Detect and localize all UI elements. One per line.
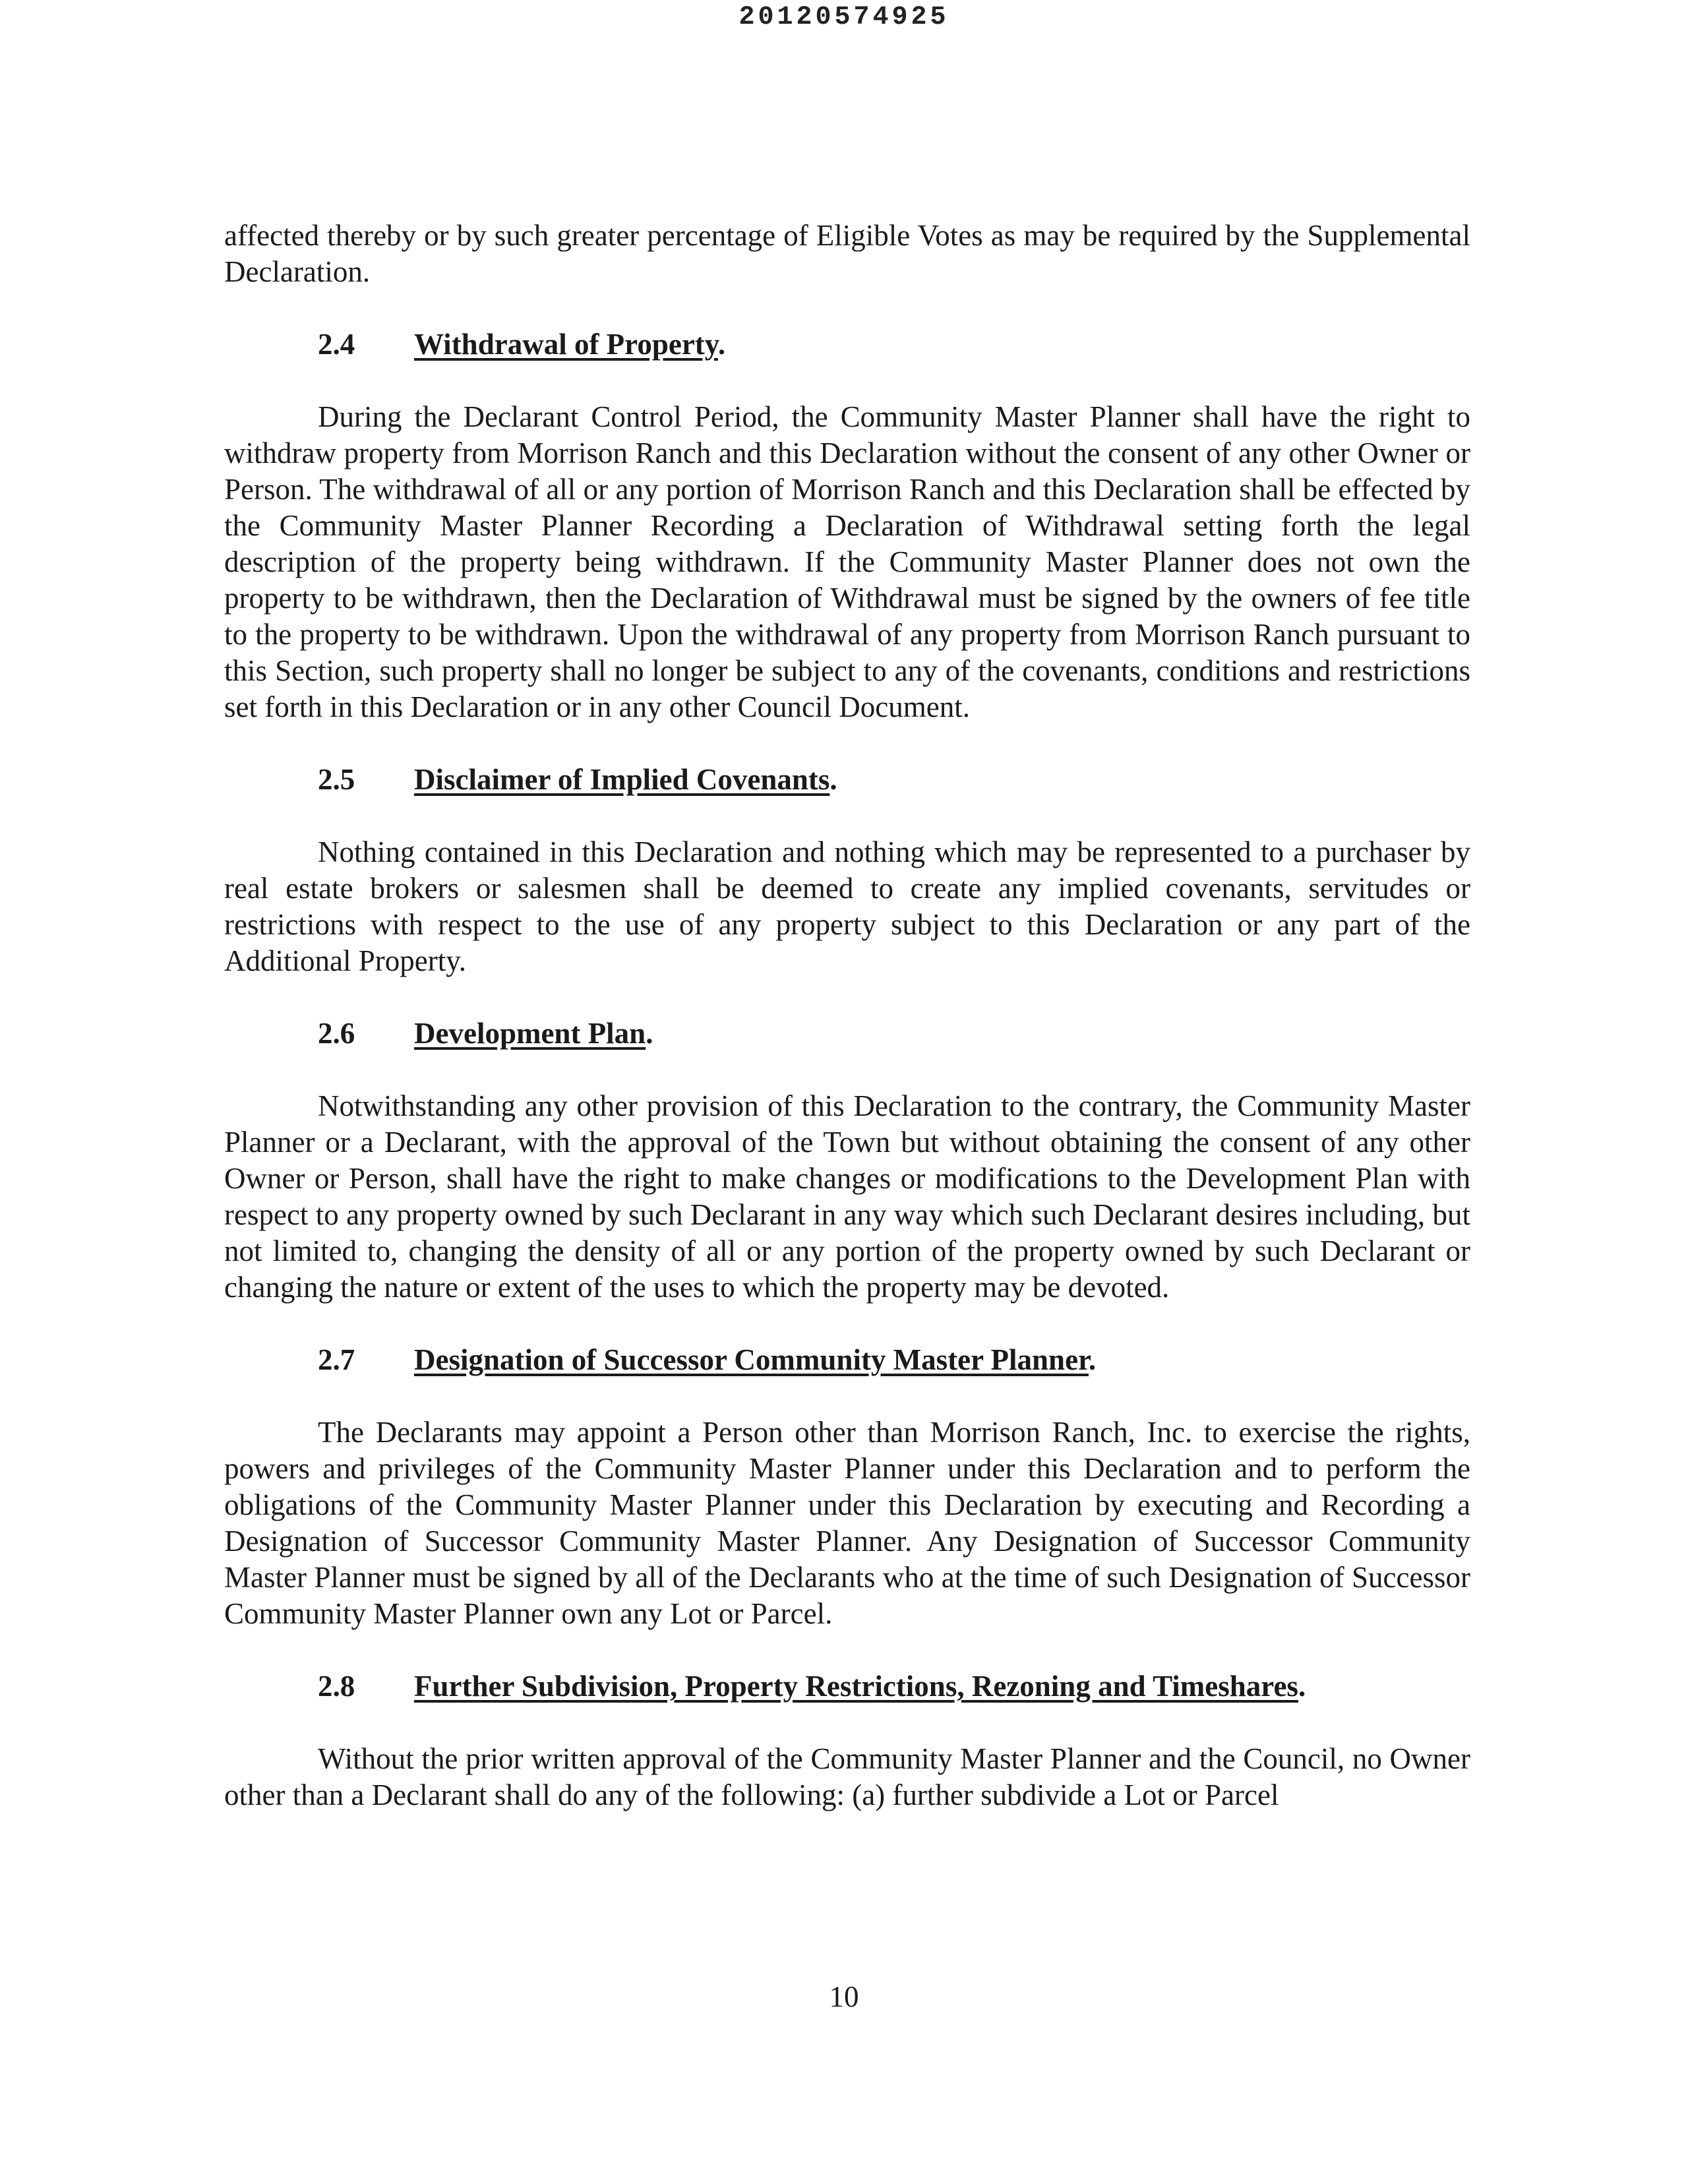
section-title: Disclaimer of Implied Covenants — [414, 763, 830, 796]
section-title: Further Subdivision, Property Restrictions, Rezoning and Timeshares — [414, 1670, 1298, 1703]
section-body-2-4: During the Declarant Control Period, the Community Master Planner shall have the right to withdraw property from Morrison Ranch and this Declaration without the consent of any other Owner or Person. The withdrawal of all or any portion of Morrison Ranch and this Declaration shall be effected by the Community Master Planner Recording a Declaration of Withdrawal setting forth the legal description of the property being withdrawn. If the Community Master Planner does not own the property to be withdrawn, then the Declaration of Withdrawal must be signed by the owners of fee title to the property to be withdrawn. Upon the withdrawal of any property from Morrison Ranch pursuant to this Section, such property shall no longer be subject to any of the covenants, conditions and restrictions set forth in this Declaration or in any other Council Document. — [224, 400, 1470, 723]
section-number: 2.5 — [318, 763, 355, 796]
section-heading-2-5: 2.5 Disclaimer of Implied Covenants. — [224, 762, 1470, 798]
section-number: 2.6 — [318, 1017, 355, 1050]
continued-paragraph: affected thereby or by such greater percentage of Eligible Votes as may be required by the Supplemental Declaration. — [224, 219, 1470, 288]
section-heading-2-8: 2.8 Further Subdivision, Property Restrictions, Rezoning and Timeshares. — [224, 1668, 1470, 1705]
section-title: Development Plan — [414, 1017, 646, 1050]
document-body — [224, 218, 1470, 1850]
page-number: 10 — [829, 1980, 859, 2013]
section-body-2-6: Notwithstanding any other provision of this Declaration to the contrary, the Community Master Planner or a Declarant, with the approval of the Town but without obtaining the consent of any other Owner or Person, shall have the right to make changes or modifications to the Development Plan with respect to any property owned by such Declarant in any way which such Declarant desires including, but not limited to, changing the density of all or any portion of the property owned by such Declarant or changing the nature or extent of the uses to which the property may be devoted. — [224, 1089, 1470, 1304]
section-number: 2.7 — [318, 1343, 355, 1376]
section-body-2-5: Nothing contained in this Declaration and nothing which may be represented to a purchaser by real estate brokers or salesmen shall be deemed to create any implied covenants, servitudes or restrictions with respect to the use of any property subject to this Declaration or any part of the Additional Property. — [224, 835, 1470, 977]
section-number: 2.8 — [318, 1670, 355, 1703]
section-body-2-8: Without the prior written approval of the Community Master Planner and the Council, no Owner other than a Declarant shall do any of the following: (a) further subdivide a Lot or Parcel — [224, 1742, 1470, 1811]
section-title: Designation of Successor Community Master Planner — [414, 1343, 1089, 1376]
section-body-2-7: The Declarants may appoint a Person other than Morrison Ranch, Inc. to exercise the rights, powers and privileges of the Community Master Planner under this Declaration and to perform the obligations of the Community Master Planner under this Declaration by executing and Recording a Designation of Successor Community Master Planner. Any Designation of Successor Community Master Planner must be signed by all of the Declarants who at the time of such Designation of Successor Community Master Planner own any Lot or Parcel. — [224, 1416, 1470, 1630]
section-title: Withdrawal of Property — [414, 328, 718, 361]
recording-number: 20120574925 — [738, 3, 950, 32]
section-heading-2-6: 2.6 Development Plan. — [224, 1016, 1470, 1052]
section-number: 2.4 — [318, 328, 355, 361]
section-heading-2-4: 2.4 Withdrawal of Property. — [224, 326, 1470, 363]
section-heading-2-7: 2.7 Designation of Successor Community Master Planner. — [224, 1342, 1470, 1378]
